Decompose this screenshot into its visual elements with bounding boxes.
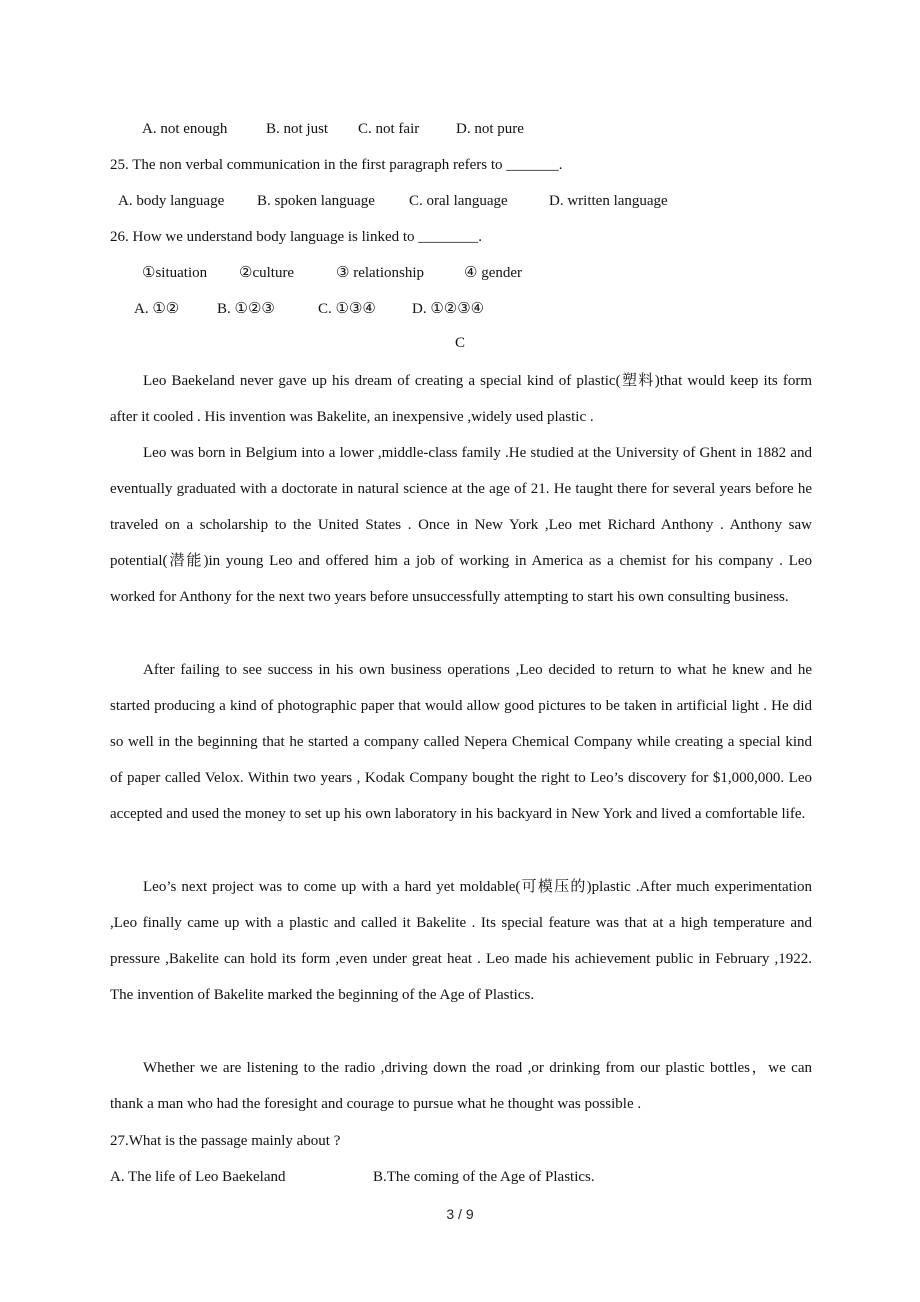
- q24-option-a: A. not enough: [142, 121, 228, 137]
- passage-paragraph-1: Leo Baekeland never gave up his dream of creating a special kind of plastic(塑料)that would keep its form after it cooled . His invention was Bakelite, an inexpensive ,widely used plastic .: [110, 373, 812, 426]
- q25-option-d: D. written language: [549, 193, 668, 209]
- q24-option-b: B. not just: [266, 121, 329, 137]
- page-number: 3 / 9: [446, 1206, 474, 1222]
- q26-item-3: ③ relationship: [336, 265, 425, 281]
- passage-paragraph-4: Leo’s next project was to come up with a hard yet moldable(可模压的)plastic .After much experimentation ,Leo finally came up with a plastic and called it Bakelite . Its special feature was that at a high temperature and pressure ,Bakelite can hold its form ,even under great heat . Leo made his achievement public in February ,1922. The invention of Bakelite marked the beginning of the Age of Plastics.: [110, 879, 812, 1004]
- q26-option-b: B. ①②③: [217, 301, 275, 317]
- q27-option-a: A. The life of Leo Baekeland: [110, 1169, 286, 1185]
- q25-option-c: C. oral language: [409, 193, 508, 209]
- q26-question: 26. How we understand body language is linked to ________.: [110, 229, 483, 245]
- q25-question: 25. The non verbal communication in the first paragraph refers to _______.: [110, 157, 563, 173]
- passage-paragraph-3: After failing to see success in his own business operations ,Leo decided to return to what he knew and he started producing a kind of photographic paper that would allow good pictures to be taken in artificial light . He did so well in the beginning that he started a company called Nepera Chemical Company while creating a special kind of paper called Velox. Within two years , Kodak Company bought the right to Leo’s discovery for $1,000,000. Leo accepted and used the money to set up his own laboratory in his backyard in New York and lived a comfortable life.: [110, 662, 812, 823]
- q24-option-d: D. not pure: [456, 121, 524, 137]
- q24-options: [142, 119, 844, 139]
- q26-option-a: A. ①②: [134, 301, 180, 317]
- q25-option-b: B. spoken language: [257, 193, 375, 209]
- q26-option-d: D. ①②③④: [412, 301, 485, 317]
- q27-options: [110, 1167, 812, 1187]
- q24-option-c: C. not fair: [358, 121, 420, 137]
- q25-options: [118, 191, 820, 211]
- passage-paragraph-5: Whether we are listening to the radio ,driving down the road ,or drinking from our plastic bottles，we can thank a man who had the foresight and courage to pursue what he thought was possible .: [110, 1060, 812, 1113]
- q26-item-2: ②culture: [239, 265, 295, 281]
- q26-option-c: C. ①③④: [318, 301, 376, 317]
- q26-item-1: ①situation: [142, 265, 208, 281]
- q26-options: [134, 299, 836, 319]
- q26-item-4: ④ gender: [464, 265, 523, 281]
- q25-option-a: A. body language: [118, 193, 225, 209]
- q26-items: [142, 263, 844, 283]
- q27-option-b: B.The coming of the Age of Plastics.: [373, 1169, 595, 1185]
- passage-paragraph-2: Leo was born in Belgium into a lower ,middle-class family .He studied at the University of Ghent in 1882 and eventually graduated with a doctorate in natural science at the age of 21. He taught there for several years before he traveled on a scholarship to the United States . Once in New York ,Leo met Richard Anthony . Anthony saw potential(潜能)in young Leo and offered him a job of working in America as a chemist for his company . Leo worked for Anthony for the next two years before unsuccessfully attempting to start his own consulting business.: [110, 445, 812, 606]
- q27-question: 27.What is the passage mainly about ?: [110, 1133, 341, 1149]
- section-heading: C: [454, 335, 465, 351]
